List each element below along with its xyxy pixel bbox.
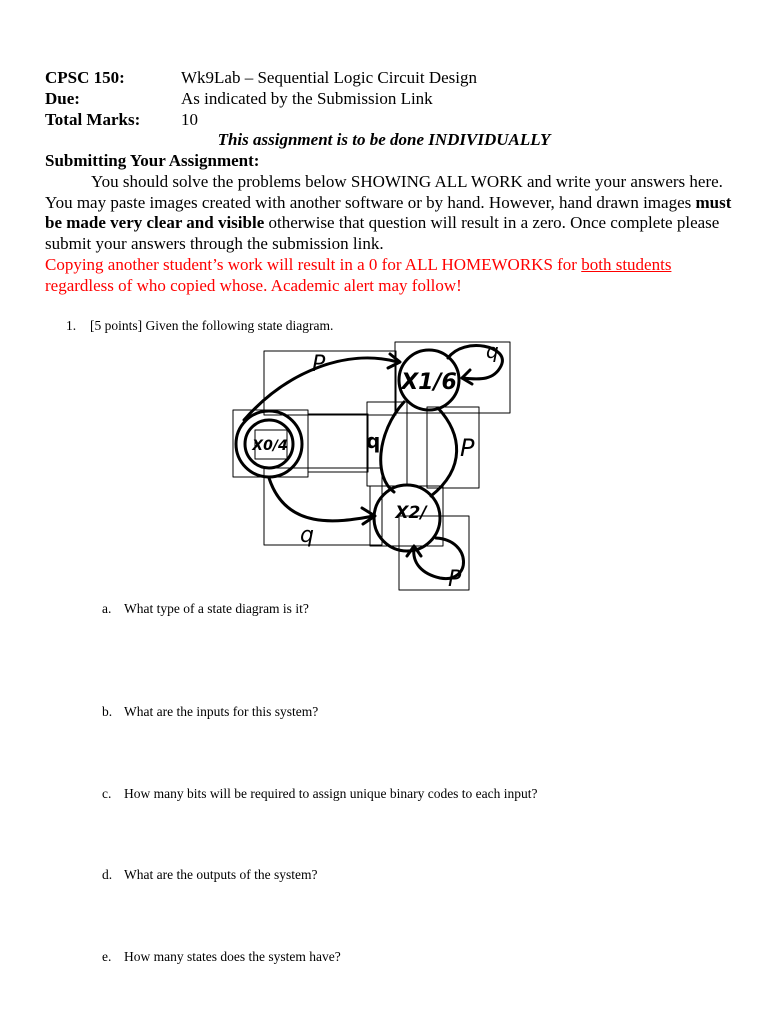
part-b-letter: b. [102, 704, 113, 719]
due-value: As indicated by the Submission Link [181, 89, 433, 108]
part-c [102, 786, 538, 802]
question-number: 1. [66, 318, 77, 333]
part-e [102, 949, 341, 965]
edge-label-q-middle: q [366, 429, 381, 453]
warning-text-b: regardless of who copied whose. Academic alert may follow! [45, 275, 462, 295]
part-b [102, 704, 318, 720]
state-diagram [226, 338, 516, 594]
state-left-label: X0/4 [252, 438, 288, 454]
part-e-text: How many states does the system have? [124, 949, 341, 964]
instructions-text-end: otherwise that question will result in a zero. Once complete please submit your answers through the submission link. [45, 213, 720, 254]
part-b-text: What are the inputs for this system? [124, 704, 319, 719]
part-a-letter: a. [102, 601, 112, 616]
instructions-bold: must be made very clear and visible [45, 192, 732, 233]
question-1 [66, 318, 333, 334]
edge-label-p-right: P [460, 434, 475, 462]
course-label: CPSC 150: [45, 68, 125, 87]
copying-warning [45, 255, 735, 296]
part-c-letter: c. [102, 786, 112, 801]
warning-underlined: both students [581, 255, 672, 274]
part-a-text: What type of a state diagram is it? [124, 601, 309, 616]
part-e-letter: e. [102, 949, 112, 964]
part-c-text: How many bits will be required to assign unique binary codes to each input? [124, 786, 538, 801]
marks-value: 10 [181, 110, 198, 129]
edge-bottom-to-top [431, 408, 457, 496]
submitting-heading: Submitting Your Assignment: [45, 151, 260, 170]
edge-left-to-bottom [269, 478, 374, 521]
state-bottom-label: X2/ [395, 503, 427, 523]
instructions-text: You should solve the problems below SHOWING ALL WORK and write your answers here. You may paste images created with another software or by hand. However, hand drawn images [45, 172, 723, 212]
part-d [102, 867, 317, 883]
question-text: [5 points] Given the following state diagram. [90, 318, 334, 333]
edge-label-p-top: P [312, 352, 326, 377]
marks-label: Total Marks: [45, 110, 141, 129]
state-top-label: X1/6 [401, 370, 457, 395]
due-label: Due: [45, 89, 80, 108]
edge-label-p-bottom-loop: P [448, 567, 462, 592]
part-d-letter: d. [102, 867, 113, 882]
part-d-text: What are the outputs of the system? [124, 867, 318, 882]
instructions-paragraph [45, 172, 735, 255]
individual-note: This assignment is to be done INDIVIDUALLY [217, 130, 551, 149]
edge-label-q-bottom: q [300, 523, 314, 548]
part-a [102, 601, 309, 617]
edge-label-q-top-loop: q [486, 339, 499, 363]
course-title: Wk9Lab – Sequential Logic Circuit Design [181, 68, 478, 87]
warning-text-a: Copying another student’s work will result in a 0 for ALL HOMEWORKS for [45, 255, 582, 274]
